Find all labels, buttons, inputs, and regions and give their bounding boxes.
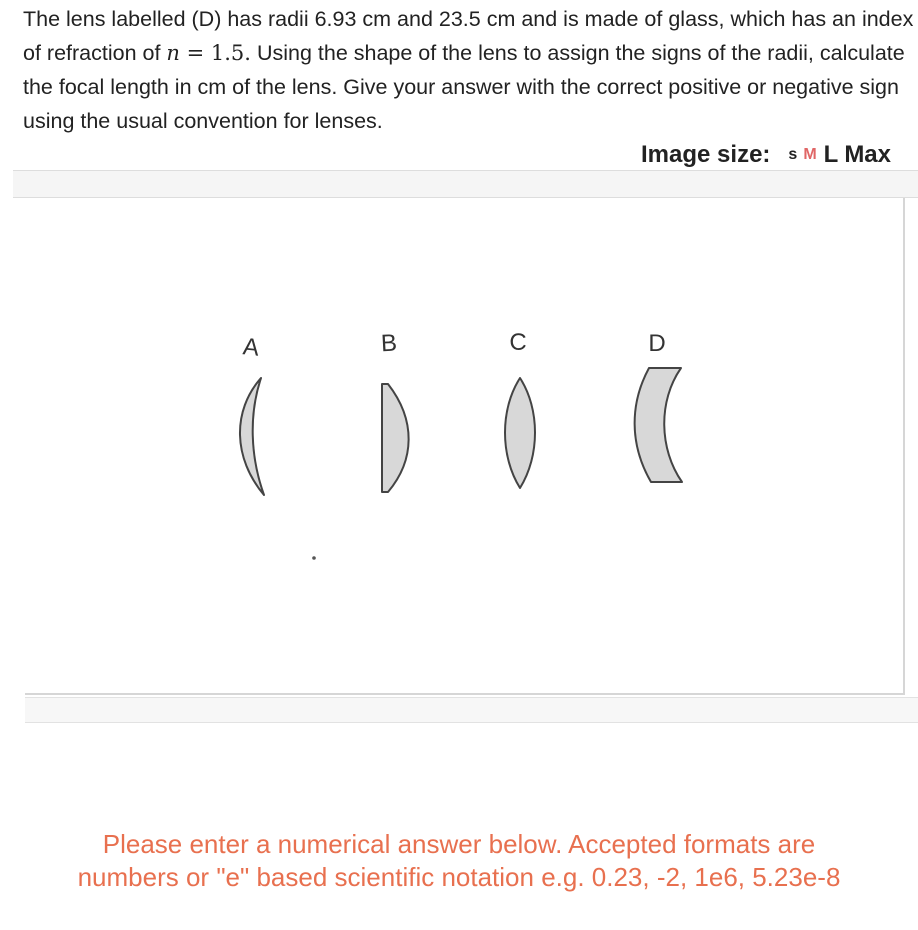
lens-b-shape [382, 384, 409, 492]
instructions-line-2: numbers or "e" based scientific notation e.g. 0.23, -2, 1e6, 5.23e-8 [77, 862, 841, 892]
index-equation [166, 41, 251, 65]
answer-format-instructions [0, 828, 918, 894]
lens-label-a: A [241, 333, 261, 362]
size-option-m[interactable]: M [803, 146, 817, 163]
stray-dot [312, 556, 316, 560]
question-text [23, 2, 918, 138]
lens-label-b: B [380, 329, 398, 358]
size-option-s[interactable]: s [788, 146, 798, 163]
image-toolbar-bottom [25, 697, 918, 723]
index-value: = 1.5. [179, 41, 251, 65]
lens-label-c: C [509, 329, 527, 356]
lens-d-shape [635, 368, 682, 482]
question-text-start: The lens labelled (D) has radii 6.93 cm and 23.5 cm and is made of glass, which has an index of refraction of [23, 7, 914, 65]
instructions-line-1: Please enter a numerical answer below. Accepted formats are [102, 829, 816, 859]
lens-figure-frame [25, 198, 905, 695]
question-text-end: Using the shape of the lens to assign the signs of the radii, calculate the focal length in cm of the lens. Give your answer with the correct positive or negative sign using the usual convention for lenses. [23, 41, 905, 133]
lens-c-shape [505, 378, 535, 488]
image-size-selector [641, 138, 891, 172]
lens-figure [25, 198, 903, 693]
image-size-label: Image size: [641, 141, 771, 168]
image-toolbar-top [13, 170, 918, 198]
lens-a-shape [240, 378, 264, 495]
size-option-max[interactable]: Max [844, 141, 891, 168]
lens-label-d: D [648, 330, 666, 357]
index-variable: n [166, 41, 180, 65]
size-option-l[interactable]: L [823, 141, 839, 168]
